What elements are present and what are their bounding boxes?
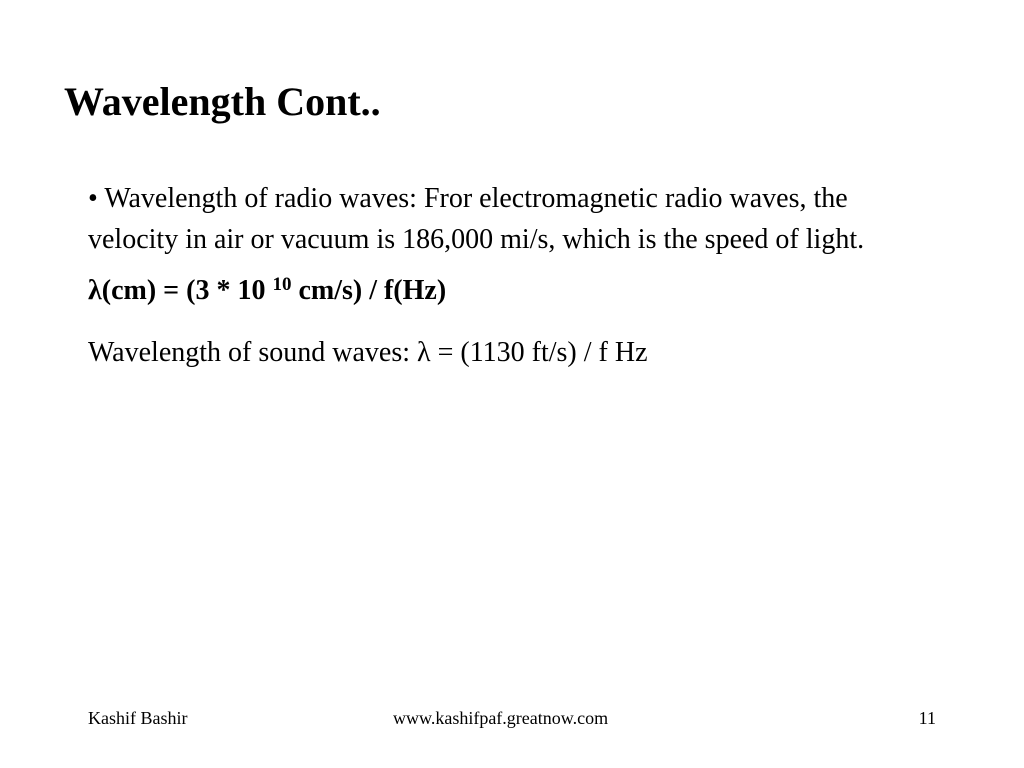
- bullet-marker: •: [88, 183, 98, 214]
- slide-title: Wavelength Cont..: [64, 79, 381, 124]
- sound-wavelength-label: Wavelength of sound waves:: [88, 337, 410, 368]
- footer-page-number: 11: [918, 708, 936, 728]
- sound-wavelength-line: [88, 335, 918, 371]
- sound-wavelength-formula: = (1130 ft/s) / f Hz: [437, 337, 648, 368]
- slide-body: [88, 178, 918, 371]
- radio-wavelength-formula: [88, 273, 918, 309]
- radio-wavelength-text: Wavelength of radio waves: Fror electromagnetic radio waves, the velocity in air or vacuum is 186,000 mi/s, which is the speed of light.: [88, 183, 865, 255]
- lambda-symbol: λ: [88, 275, 102, 306]
- footer-website: www.kashifpaf.greatnow.com: [393, 708, 609, 728]
- formula-left: (cm) = (3 * 10: [101, 275, 266, 306]
- formula-right: cm/s) / f(Hz): [298, 275, 447, 306]
- bullet-paragraph: [88, 178, 918, 260]
- footer-author: Kashif Bashir: [88, 708, 188, 728]
- formula-exponent: 10: [272, 274, 292, 295]
- lambda-symbol-sound: λ: [417, 337, 431, 368]
